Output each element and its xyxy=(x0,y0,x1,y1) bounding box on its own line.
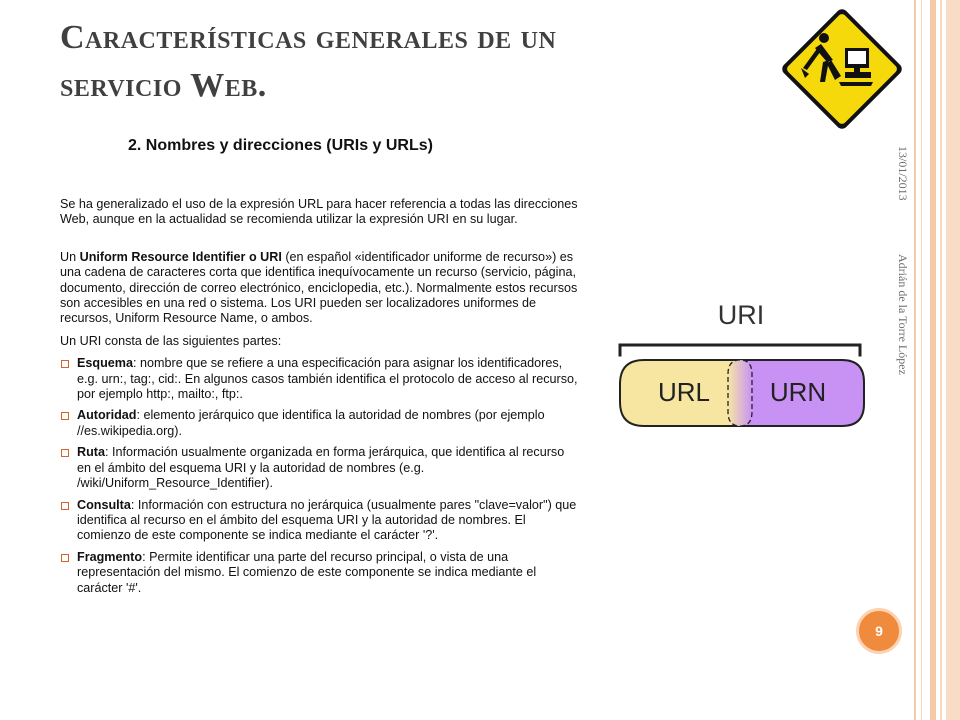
slide-date: 13/01/2013 xyxy=(896,146,910,201)
list-item-text: : elemento jerárquico que identifica la autoridad de nombres (por ejemplo //es.wikipedia.org). xyxy=(77,408,545,438)
uri-definition-paragraph xyxy=(60,250,580,327)
list-item-text: : nombre que se refiere a una especificación para asignar los identificadores, e.g. urn:, tag:, cid:. En algunos casos también identifica el protocolo de acceso al recurso, por ejemplo http:, mailto:, ftp:. xyxy=(77,356,578,402)
list-item xyxy=(60,498,580,544)
uri-definition-post: (en español «identificador uniforme de recurso») es una cadena de caracteres corta que identifica inequívocamente un recurso (servicio, página, documento, dirección de correo electrónico, enciclopedia, etc.). Normalmente estos recursos son accesibles en una red o sistema. Los URI pueden ser localizadores uniformes de recursos, Uniform Resource Name, o ambos. xyxy=(60,249,578,326)
urn-label: URN xyxy=(769,377,827,407)
list-item xyxy=(60,445,580,491)
slide-title-line2: servicio Web. xyxy=(60,67,267,104)
list-item-text: : Información con estructura no jerárquica (usualmente pares "clave=valor") que identifica al recurso en el ámbito del esquema URI y la autoridad de nombres. El comienzo de este componente se indica mediante el carácter '?'. xyxy=(77,497,577,543)
uri-parts-intro: Un URI consta de las siguientes partes: xyxy=(60,333,282,348)
decorative-stripe xyxy=(940,0,942,720)
uri-parts-list xyxy=(60,356,580,596)
list-item-term: Esquema xyxy=(77,356,133,371)
decorative-stripe xyxy=(930,0,936,720)
list-item-term: Autoridad xyxy=(77,408,137,423)
list-item xyxy=(60,550,580,596)
list-item xyxy=(60,356,580,402)
page-number: 9 xyxy=(875,623,883,639)
decorative-stripe xyxy=(946,0,960,720)
url-label: URL xyxy=(657,377,711,407)
list-item-text: : Permite identificar una parte del recurso principal, o vista de una representación del mismo. El comienzo de este componente se indica mediante el carácter '#'. xyxy=(77,549,537,595)
uri-definition-pre: Un xyxy=(60,249,80,264)
list-item-term: Fragmento xyxy=(77,549,143,564)
body-text xyxy=(60,197,580,602)
list-item xyxy=(60,408,580,439)
uri-definition-term: Uniform Resource Identifier o URI xyxy=(79,249,282,264)
bullet-square-icon xyxy=(61,554,69,562)
list-item-term: Consulta xyxy=(77,497,131,512)
url-urn-overlap xyxy=(728,360,752,426)
bullet-square-icon xyxy=(61,360,69,368)
under-construction-icon xyxy=(775,2,909,136)
list-item-term: Ruta xyxy=(77,445,105,460)
uri-diagram xyxy=(612,292,872,432)
slide-title-line1: Características generales de un xyxy=(60,19,557,56)
list-item-text: : Información usualmente organizada en forma jerárquica, que identifica al recurso en el ámbito del esquema URI y la autoridad de nombres (e.g. /wiki/Uniform_Resource_Identifier). xyxy=(77,445,565,491)
section-subtitle: 2. Nombres y direcciones (URIs y URLs) xyxy=(128,137,433,154)
page-number-badge xyxy=(856,608,902,654)
intro-paragraph: Se ha generalizado el uso de la expresión URL para hacer referencia a todas las direcciones Web, aunque en la actualidad se recomienda utilizar la expresión URI en su lugar. xyxy=(60,197,578,227)
uri-bracket xyxy=(620,345,860,355)
bullet-square-icon xyxy=(61,412,69,420)
slide-title xyxy=(60,14,760,110)
slide-author: Adrián de la Torre López xyxy=(896,254,910,375)
bullet-square-icon xyxy=(61,449,69,457)
bullet-square-icon xyxy=(61,502,69,510)
decorative-stripe xyxy=(921,0,922,720)
uri-label: URI xyxy=(717,300,765,330)
decorative-stripe xyxy=(914,0,916,720)
